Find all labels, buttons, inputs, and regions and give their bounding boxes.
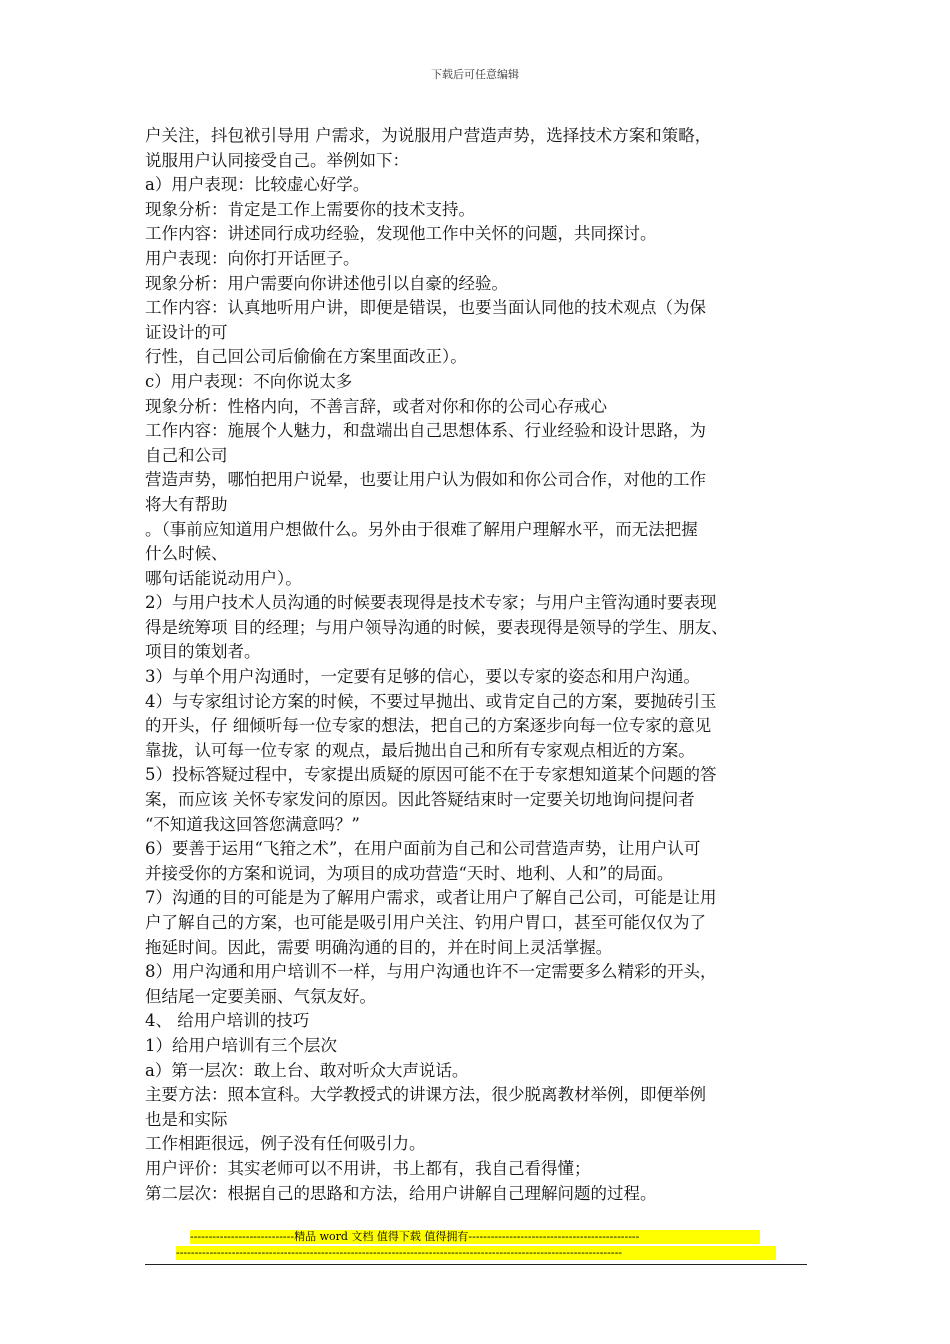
- text-line: 户关注，抖包袱引导用 户需求，为说服用户营造声势，选择技术方案和策略，: [145, 126, 712, 145]
- text-line: 自己和公司: [145, 445, 228, 465]
- text-line: 案，而应该 关怀专家发问的原因。因此答疑结束时一定要关切地询问提问者: [145, 790, 695, 810]
- text-line: 。（事前应知道用户想做什么。另外由于很难了解用户理解水平，而无法把握: [145, 519, 698, 539]
- text-line: 第二层次：根据自己的思路和方法，给用户讲解自己理解问题的过程。: [145, 1183, 657, 1203]
- text-line: a）用户表现：比较虚心好学。: [145, 175, 370, 195]
- text-line: 将大有帮助: [145, 494, 228, 514]
- text-line: “不知道我这回答您满意吗？”: [145, 814, 360, 834]
- text-line: 哪句话能说动用户）。: [145, 568, 302, 588]
- text-line: 项目的策划者。: [145, 642, 261, 662]
- text-line: 的开头，仔 细倾听每一位专家的想法，把自己的方案逐步向每一位专家的意见: [145, 716, 712, 736]
- text-line: c）用户表现：不向你说太多: [145, 371, 353, 391]
- text-line: 主要方法：照本宣科。大学教授式的讲课方法，很少脱离教材举例，即便举例: [145, 1085, 706, 1105]
- text-line: 说服用户认同接受自己。举例如下：: [145, 150, 409, 170]
- text-line: 什么时候、: [145, 544, 228, 564]
- text-line: 工作内容：施展个人魅力，和盘端出自己思想体系、行业经验和设计思路，为: [145, 421, 706, 441]
- text-line: 户了解自己的方案，也可能是吸引用户关注、钓用户胃口，甚至可能仅仅为了: [145, 913, 706, 932]
- text-line: 8）用户沟通和用户培训不一样，与用户沟通也许不一定需要多么精彩的开头，: [145, 962, 717, 982]
- footer-divider: [145, 1264, 807, 1265]
- text-line: 现象分析：性格内向，不善言辞，或者对你和你的公司心存戒心: [145, 396, 607, 416]
- text-line: 5）投标答疑过程中，专家提出质疑的原因可能不在于专家想知道某个问题的答: [145, 765, 717, 785]
- text-line: 证设计的可: [145, 322, 228, 342]
- text-line: a）第一层次：敢上台、敢对听众大声说话。: [145, 1060, 469, 1080]
- text-line: 但结尾一定要美丽、气氛友好。: [145, 986, 376, 1006]
- text-line: 现象分析：用户需要向你讲述他引以自豪的经验。: [145, 273, 508, 293]
- text-line: 4）与专家组讨论方案的时候，不要过早抛出、或肯定自己的方案，要抛砖引玉: [145, 691, 717, 711]
- text-line: 用户评价：其实老师可以不用讲，书上都有，我自己看得懂；: [145, 1158, 591, 1178]
- text-line: 靠拢，认可每一位专家 的观点，最后抛出自己和所有专家观点相近的方案。: [145, 740, 695, 760]
- footer-banner-dashes: ------------------------------------------------------------------------------------------------------------------------: [176, 1246, 776, 1260]
- text-line: 用户表现：向你打开话匣子。: [145, 248, 360, 268]
- text-line: 得是统筹项 目的经理；与用户领导沟通的时候，要表现得是领导的学生、朋友、: [145, 617, 728, 637]
- document-body: [145, 124, 815, 1206]
- text-line: 工作相距很远，例子没有任何吸引力。: [145, 1134, 426, 1154]
- footer-banner-text: ----------------------------精品 word 文档 值得下载 值得拥有----------------------------------------------: [190, 1230, 760, 1244]
- text-line: 1）给用户培训有三个层次: [145, 1035, 337, 1055]
- text-line: 营造声势，哪怕把用户说晕，也要让用户认为假如和你公司合作，对他的工作: [145, 470, 706, 490]
- text-line: 工作内容：认真地听用户讲，即便是错误，也要当面认同他的技术观点（为保: [145, 298, 706, 318]
- text-line: 工作内容：讲述同行成功经验，发现他工作中关怀的问题，共同探讨。: [145, 224, 657, 244]
- text-line: 3）与单个用户沟通时，一定要有足够的信心，要以专家的姿态和用户沟通。: [145, 667, 700, 687]
- text-line: 并接受你的方案和说词，为项目的成功营造“天时、地利、人和”的局面。: [145, 863, 674, 883]
- text-line: 2）与用户技术人员沟通的时候要表现得是技术专家；与用户主管沟通时要表现: [145, 593, 717, 613]
- text-line: 也是和实际: [145, 1109, 228, 1129]
- page-header-note: 下载后可任意编辑: [431, 68, 519, 81]
- text-line: 拖延时间。因此，需要 明确沟通的目的，并在时间上灵活掌握。: [145, 937, 613, 957]
- text-line: 现象分析：肯定是工作上需要你的技术支持。: [145, 199, 475, 219]
- text-line: 行性，自己回公司后偷偷在方案里面改正）。: [145, 347, 467, 367]
- text-line: 6）要善于运用“飞箝之术”，在用户面前为自己和公司营造声势，让用户认可: [145, 839, 701, 859]
- text-line: 7）沟通的目的可能是为了解用户需求，或者让用户了解自己公司，可能是让用: [145, 888, 717, 908]
- text-line: 4、 给用户培训的技巧: [145, 1011, 310, 1031]
